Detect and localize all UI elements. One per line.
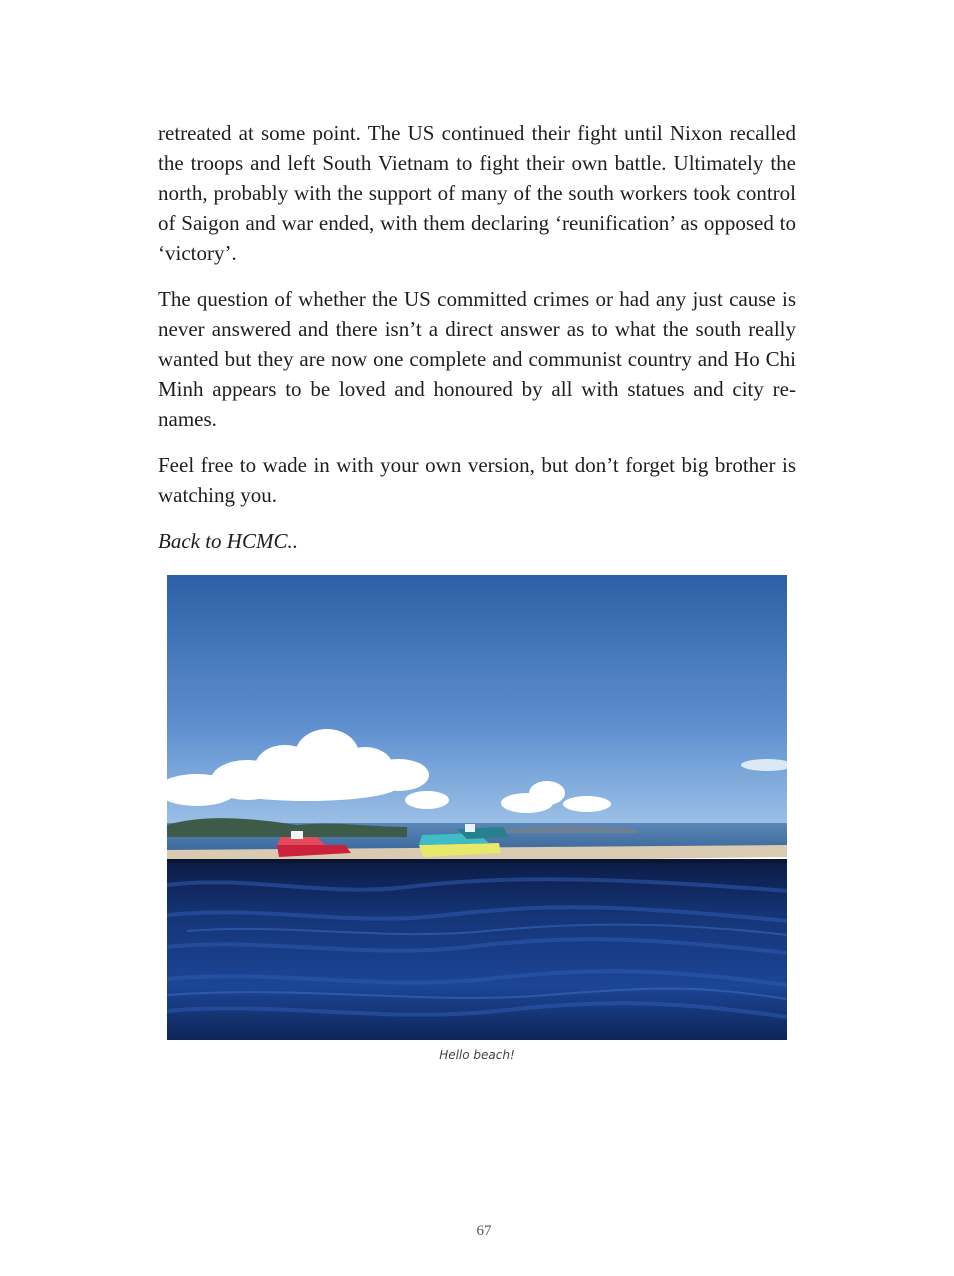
paragraph: retreated at some point. The US continued their fight until Nixon recalled the troops and left South Vietnam to fight their own battle. Ultimately the north, probably with the support of many of the south workers took control of Saigon and war ended, with them declaring ‘reunification’ as opposed to ‘victory’. [158, 121, 796, 265]
beach-photo [167, 575, 787, 1040]
figure-caption: Hello beach! [439, 1048, 515, 1062]
paragraph: Feel free to wade in with your own version, but don’t forget big brother is watching you. [158, 453, 796, 507]
paragraph: The question of whether the US committed crimes or had any just cause is never answered and there isn’t a direct answer as to what the south really wanted but they are now one complete and communist country and Ho Chi Minh appears to be loved and honoured by all with statues and city re-names. [158, 287, 796, 431]
section-transition: Back to HCMC.. [158, 529, 298, 553]
page-number: 67 [476, 1223, 492, 1239]
body-text [158, 118, 796, 572]
